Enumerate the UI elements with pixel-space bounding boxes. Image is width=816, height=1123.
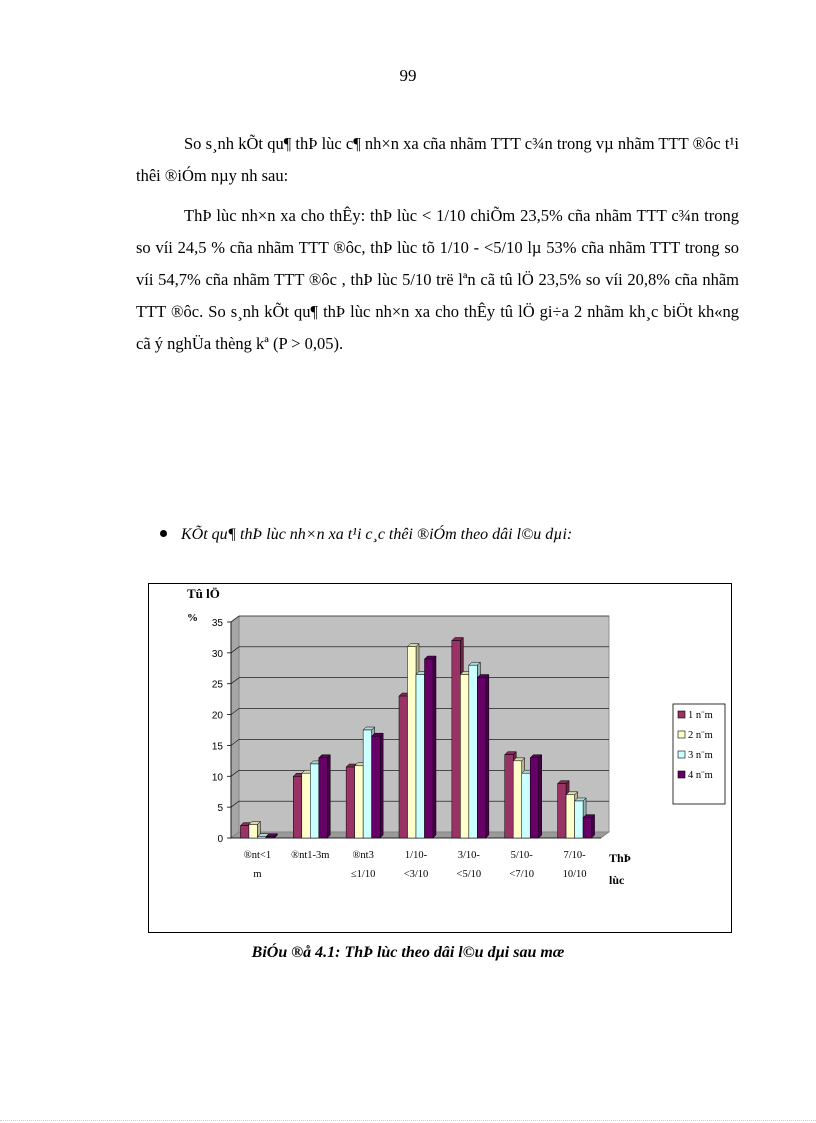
x-tick-label: <5/10 bbox=[456, 869, 482, 880]
legend-swatch bbox=[678, 711, 685, 718]
bar bbox=[505, 755, 514, 838]
figure-caption: BiÓu ®å 4.1: ThÞ lùc theo dâi l©u dµi sau mæ bbox=[251, 944, 565, 961]
paragraph-distance-vision bbox=[136, 200, 739, 360]
x-tick-label: ®nt3 bbox=[352, 850, 374, 861]
paragraph-comparison-intro bbox=[136, 128, 739, 192]
x-tick-label: <7/10 bbox=[509, 869, 535, 880]
bar bbox=[575, 801, 584, 838]
x-tick-label: 3/10- bbox=[457, 850, 480, 861]
vision-bar-chart bbox=[149, 584, 733, 934]
bullet-text: KÕt qu¶ thÞ lùc nh×n xa t¹i c¸c thêi ®iÓm theo dâi l©u dµi: bbox=[181, 526, 573, 543]
x-tick-label: ®nt<1 bbox=[243, 850, 272, 861]
bar bbox=[293, 776, 302, 838]
legend-label: 3 n¨m bbox=[688, 750, 713, 761]
bar bbox=[513, 761, 522, 838]
bar-side bbox=[539, 755, 542, 838]
legend-swatch bbox=[678, 731, 685, 738]
legend-swatch bbox=[678, 771, 685, 778]
bar bbox=[558, 784, 567, 838]
y-tick-label: 20 bbox=[211, 710, 223, 722]
bullet-item bbox=[160, 526, 760, 544]
y-tick-label: 10 bbox=[211, 772, 223, 784]
y-tick-label: 25 bbox=[211, 679, 223, 691]
bar-side bbox=[327, 755, 330, 838]
bar bbox=[522, 773, 531, 838]
bar bbox=[302, 773, 311, 838]
bar bbox=[363, 730, 372, 838]
x-tick-label: 5/10- bbox=[510, 850, 533, 861]
y-tick-label: 0 bbox=[217, 834, 223, 845]
bar bbox=[346, 767, 355, 838]
chart-frame bbox=[148, 583, 732, 933]
y-tick-label: 35 bbox=[211, 618, 223, 629]
bar-side bbox=[380, 733, 383, 838]
x-tick-label: <3/10 bbox=[403, 869, 429, 880]
x-tick-label: 10/10 bbox=[562, 869, 587, 880]
x-tick-label: ®nt1-3m bbox=[291, 850, 330, 861]
bar bbox=[319, 758, 328, 838]
x-tick-label: 1/10- bbox=[404, 850, 428, 861]
y-axis-unit: % bbox=[187, 612, 198, 624]
bullet-icon bbox=[160, 530, 167, 537]
x-axis-title-line2: lùc bbox=[609, 873, 625, 887]
legend-swatch bbox=[678, 751, 685, 758]
bar-side bbox=[433, 656, 436, 838]
bar bbox=[372, 736, 381, 838]
bar bbox=[566, 795, 575, 838]
bar bbox=[355, 766, 364, 838]
bar bbox=[408, 647, 417, 838]
y-tick-label: 5 bbox=[217, 803, 223, 815]
page-number: 99 bbox=[399, 66, 417, 85]
bar bbox=[240, 826, 249, 838]
bar bbox=[310, 764, 319, 838]
paragraph-text: So s¸nh kÕt qu¶ thÞ lùc c¶ nh×n xa cña nhãm TTT c¾n trong vµ nhãm TTT ®ôc t¹i thêi ®iÓm nµy nh sau: bbox=[136, 134, 739, 185]
page-bottom-rule bbox=[0, 1120, 816, 1121]
bar bbox=[477, 678, 486, 838]
bar bbox=[257, 837, 266, 838]
x-tick-label: m bbox=[253, 869, 262, 880]
bar bbox=[452, 641, 461, 838]
paragraph-text: ThÞ lùc nh×n xa cho thÊy: thÞ lùc < 1/10 chiÕm 23,5% cña nhãm TTT c¾n trong so víi 24,5 % cña nhãm TTT ®ôc, thÞ lùc tõ 1/10 - <5/10 lµ 53% cña nhãm TTT trong so víi 54,7% cña nhãm TTT ®ôc , thÞ lùc 5/10 trë lªn cã tû lÖ 23,5% so víi 20,8% cña nhãm TTT ®ôc. So s¸nh kÕt qu¶ thÞ lùc nh×n xa cho thÊy tû lÖ gi÷a 2 nhãm kh¸c biÖt kh«ng cã ý nghÜa thèng kª (P > 0,05). bbox=[136, 206, 739, 353]
legend-label: 2 n¨m bbox=[688, 730, 713, 741]
bar bbox=[416, 674, 425, 838]
bar bbox=[530, 758, 539, 838]
bar bbox=[266, 837, 275, 838]
y-tick-label: 30 bbox=[211, 648, 223, 660]
legend-label: 4 n¨m bbox=[688, 770, 713, 781]
bar-side bbox=[592, 815, 595, 838]
bar bbox=[583, 818, 592, 838]
y-tick-label: 15 bbox=[211, 741, 223, 753]
y-axis-title: Tû lÖ bbox=[187, 586, 220, 601]
plot-side-wall bbox=[231, 616, 239, 838]
bar-side bbox=[486, 675, 489, 838]
x-tick-label: ≤1/10 bbox=[350, 869, 376, 880]
legend-label: 1 n¨m bbox=[688, 710, 713, 721]
bar bbox=[399, 696, 408, 838]
bar bbox=[425, 659, 434, 838]
bar bbox=[460, 674, 469, 838]
bar bbox=[469, 665, 478, 838]
bar bbox=[249, 824, 258, 838]
x-tick-label: 7/10- bbox=[563, 850, 586, 861]
x-axis-title: ThÞ bbox=[609, 851, 632, 865]
